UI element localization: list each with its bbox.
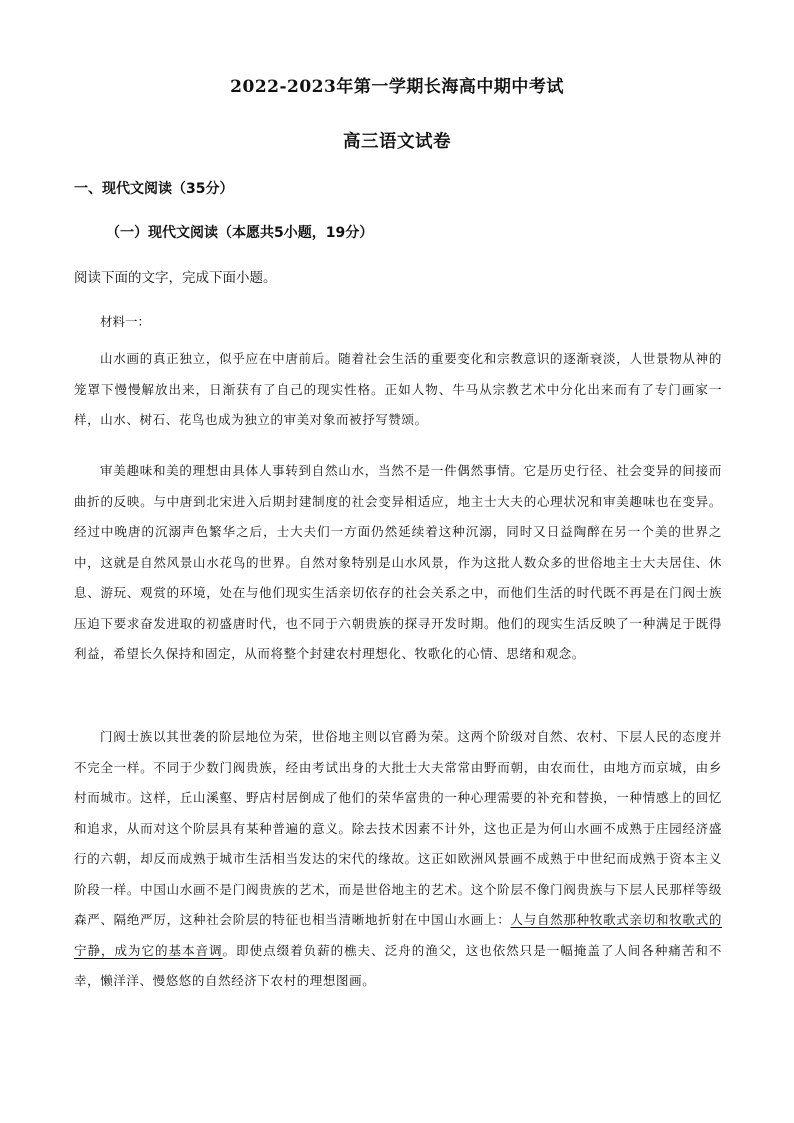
material-label: 材料一： bbox=[100, 314, 151, 329]
subsection-heading: （一）现代文阅读（本愿共5小题，19分） bbox=[106, 225, 374, 241]
reading-instruction: 阅读下面的文字，完成下面小题。 bbox=[74, 270, 277, 286]
paragraph-3-text-end: 。即使点缀着负薪的樵夫、泛舟的渔父，这也依然只是一幅掩盖了人间各种痛苦和不幸，懒洋洋、慢悠悠的自然经济下农村的理想图画。 bbox=[74, 942, 722, 988]
exam-title: 2022-2023年第一学期长海高中期中考试 bbox=[230, 77, 564, 97]
paragraph-3-text-start: 门阀士族以其世袭的阶层地位为荣，世俗地主则以官爵为荣。这两个阶级对自然、农村、下层人民的态度并不完全一样。不同于少数门阀贵族，经由考试出身的大批士大夫常常由野而朝，由农而仕，由地方而京城，由乡村而城市。这样，丘山溪壑、野店村居倒成了他们的荣华富贵的一种心理需要的补充和替换，一种情感上的回忆和追求，从而对这个阶层具有某种普遍的意义。除去技术因素不计外，这也正是为何山水画不成熟于庄园经济盛行的六朝，却反而成熟于城市生活相当发达的宋代的缘故。这正如欧洲风景画不成熟于中世纪而成熟于资本主义阶段一样。中国山水画不是门阀贵族的艺术，而是世俗地主的艺术。这个阶层不像门阀贵族与下层人民那样等级森严、隔绝严厉，这种社会阶层的特征也相当清晰地折射在中国山水画上： bbox=[74, 729, 722, 927]
paragraph-2: 审美趣味和美的理想由具体人事转到自然山水，当然不是一件偶然事情。它是历史行径、社会变异的间接而曲折的反映。与中唐到北宋进入后期封建制度的社会变异相适应，地主士大夫的心理状况和审美趣味也在变异。经过中晚唐的沉溺声色繁华之后，士大夫们一方面仍然延续着这种沉溺，同时又日益陶醉在另一个美的世界之中，这就是自然风景山水花鸟的世界。自然对象特别是山水风景，作为这批人数众多的世俗地主士大夫居住、休息、游玩、观赏的环境，处在与他们现实生活亲切依存的社会关系之中，而他们生活的时代既不再是在门阀士族压迫下要求奋发进取的初盛唐时代，也不同于六朝贵族的探寻开发时期。他们的现实生活反映了一种满足于既得利益，希望长久保持和固定，从而将整个封建农村理想化、牧歌化的心情、思绪和观念。 bbox=[74, 463, 722, 661]
paragraph-1: 山水画的真正独立，似乎应在中唐前后。随着社会生活的重要变化和宗教意识的逐渐衰淡，人世景物从神的笼罩下慢慢解放出来，日渐获有了自己的现实性格。正如人物、牛马从宗教艺术中分化出来而有了专门画家一样，山水、树石、花鸟也成为独立的审美对象而被抒写赞颂。 bbox=[74, 351, 722, 427]
underlined-key-sentence: 人与自然那种牧歌式亲切和牧歌式的宁静，成为它的基本音调 bbox=[74, 912, 722, 958]
paragraph-3 bbox=[74, 722, 722, 997]
section-heading: 一、现代文阅读（35分） bbox=[74, 181, 234, 197]
exam-subtitle: 高三语文试卷 bbox=[343, 132, 451, 152]
